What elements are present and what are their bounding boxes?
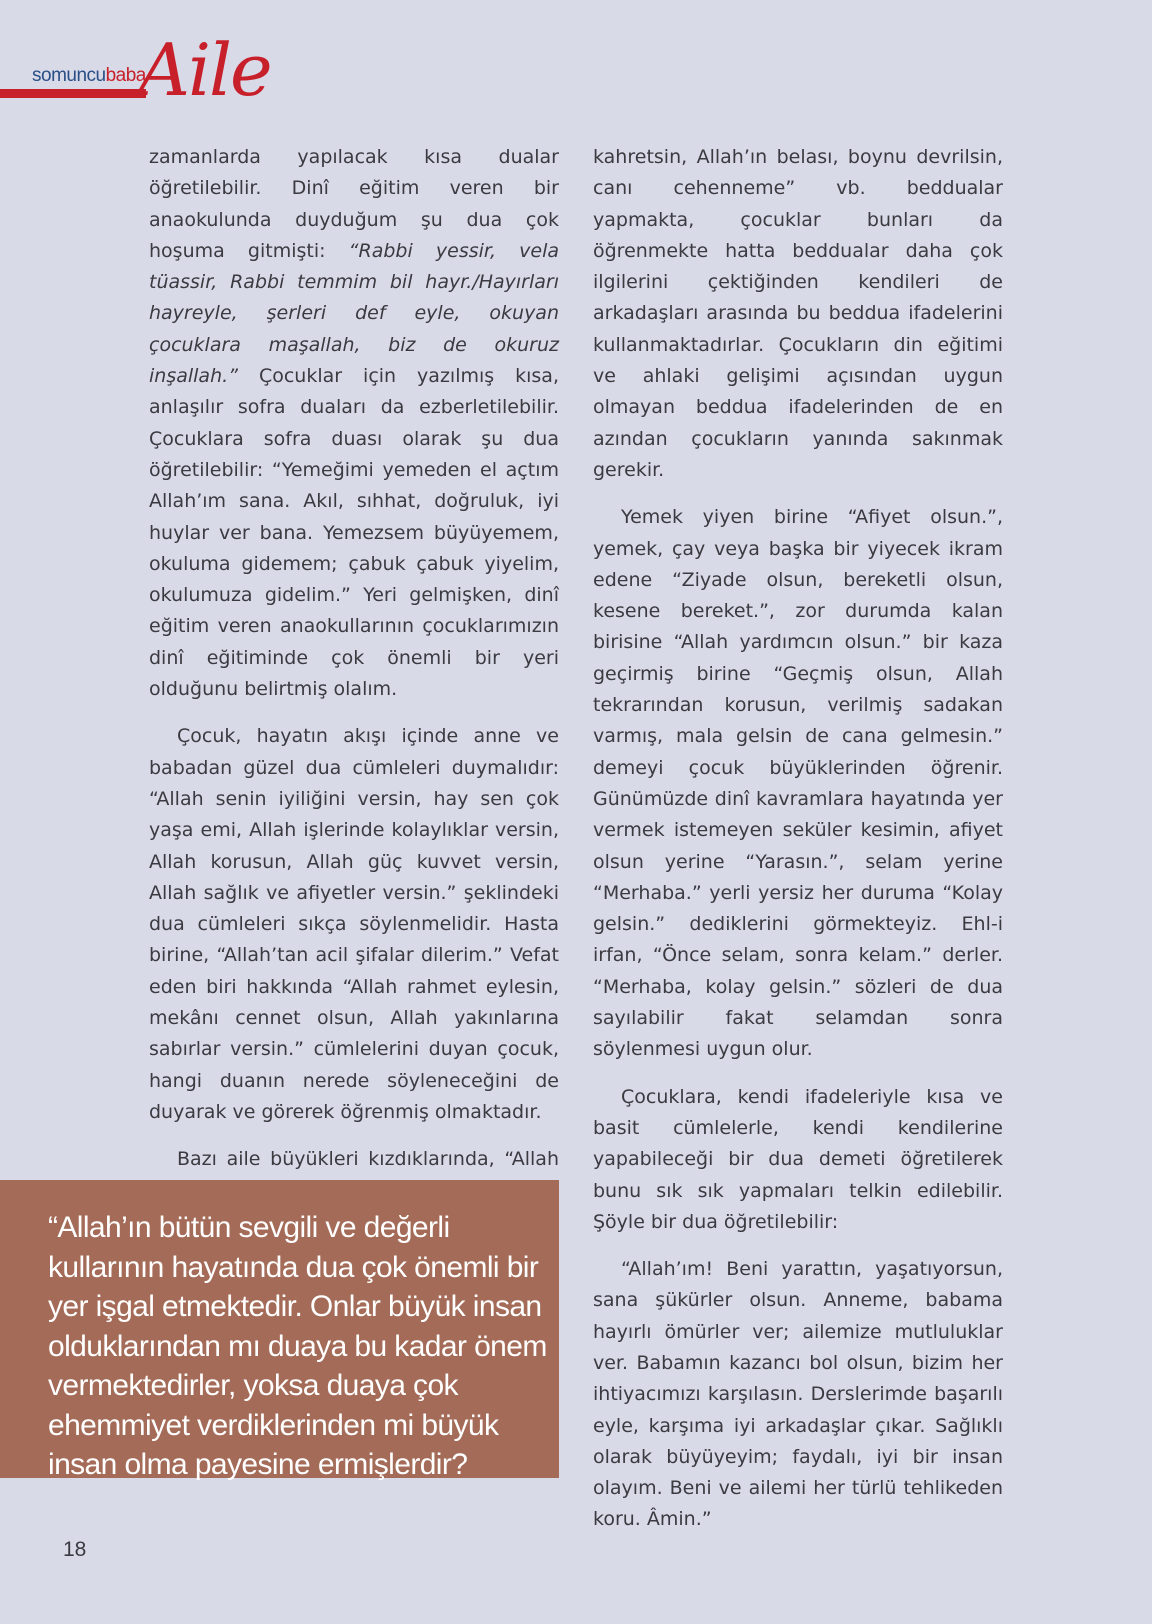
left-p1-italic-prayer: “Rabbi yessir, vela tüassir, Rabbi temmim bil hayr./Hayırları hayreyle, şerleri def eyle, okuyan çocuklara maşallah, biz de okuruz inşallah.” <box>149 239 559 388</box>
left-paragraph-1 <box>149 142 559 705</box>
left-p1-start: zamanlarda yapılacak kısa dualar öğretilebilir. Dinî eğitim veren bir anaokulunda duyduğum şu dua çok hoşuma gitmişti: <box>149 146 559 262</box>
left-p1-end: Çocuklar için yazılmış kısa, anlaşılır sofra duaları da ezberletilebilir. Çocuklara sofra duası olarak şu dua öğretilebilir: “Yemeğimi yemeden el açtım Allah’ım sana. Akıl, sıhhat, doğruluk, iyi huylar ver bana. Yemezsem büyüyemem, okuluma gidemem; çabuk çabuk yiyelim, okulumuza gidelim.” Yeri gelmişken, dinî eğitim veren anaokullarının çocuklarımızın dinî eğitiminde çok önemli bir yeri olduğunu belirtmiş olalım. <box>149 365 559 701</box>
header-red-line <box>0 89 146 98</box>
right-text-column <box>593 142 1003 1552</box>
section-title-aile: Aile <box>138 28 271 112</box>
page-number: 18 <box>63 1538 87 1561</box>
left-paragraph-3: Bazı aile büyükleri kızdıklarında, “Allah <box>177 1148 559 1171</box>
logo-part-baba: baba <box>105 65 146 86</box>
right-paragraph-3: Çocuklara, kendi ifadeleriyle kısa ve basit cümlelerle, kendi kendilerine yapabileceği bir dua demeti öğretilerek bunu sık sık yapmaları telkin edilebilir. Şöyle bir dua öğretilebilir: <box>593 1085 1003 1233</box>
left-paragraph-2: Çocuk, hayatın akışı içinde anne ve babadan güzel dua cümleleri duymalıdır: “Allah senin iyiliğini versin, hay sen çok yaşa emi, Allah işlerinde kolaylıklar versin, Allah korusun, Allah güç kuvvet versin, Allah sağlık ve afiyetler versin.” şeklindeki dua cümleleri sıkça söylenmelidir. Hasta birine, “Allah’tan acil şifalar dilerim.” Vefat eden biri hakkında “Allah rahmet eylesin, mekânı cennet olsun, Allah yakınlarına sabırlar versin.” cümlelerini duyan çocuk, hangi duanın nerede söyleneceğini de duyarak ve görerek öğrenmiş olmaktadır. <box>149 725 559 1123</box>
magazine-logo <box>32 66 146 86</box>
logo-part-somuncu: somuncu <box>32 65 106 86</box>
right-paragraph-1: kahretsin, Allah’ın belası, boynu devrilsin, canı cehenneme” vb. beddualar yapmakta, çocuklar bunları da öğrenmekte hatta beddualar daha çok ilgilerini çektiğinden kendileri de arkadaşları arasında bu beddua ifadelerini kullanmaktadırlar. Çocukların din eğitimi ve ahlaki gelişimi açısından uygun olmayan beddua ifadelerinden de en azından çocukların yanında sakınmak gerekir. <box>593 146 1003 481</box>
pull-quote-text: “Allah’ın bütün sevgili ve değerli kullarının hayatında dua çok önemli bir yer işgal etmektedir. Onlar büyük insan olduklarından mı duaya bu kadar önem vermektedirler, yoksa duaya çok ehemmiyet verdiklerinden mi büyük insan olma payesine ermişlerdir? <box>48 1211 547 1481</box>
left-text-column <box>149 142 559 1223</box>
right-paragraph-2: Yemek yiyen birine “Afiyet olsun.”, yemek, çay veya başka bir yiyecek ikram edene “Ziyade olsun, bereketli olsun, kesene bereket.”, zor durumda kalan birisine “Allah yardımcın olsun.” bir kaza geçirmiş birine “Geçmiş olsun, Allah tekrarından korusun, verilmiş sadakan varmış, mala gelsin de cana gelmesin.” demeyi çocuk büyüklerinden öğrenir. Günümüzde dinî kavramlara hayatında yer vermek istemeyen seküler kesimin, afiyet olsun yerine “Yarasın.”, selam yerine “Merhaba.” yerli yersiz her duruma “Kolay gelsin.” dediklerini görmekteyiz. Ehl-i irfan, “Önce selam, sonra kelam.” derler. “Merhaba, kolay gelsin.” sözleri de dua sayılabilir fakat selamdan sonra söylenmesi uygun olur. <box>593 506 1003 1061</box>
right-paragraph-4: “Allah’ım! Beni yarattın, yaşatıyorsun, sana şükürler olsun. Anneme, babama hayırlı ömürler ver; ailemize mutluluklar ver. Babamın kazancı bol olsun, bizim her ihtiyacımızı karşılasın. Derslerimde başarılı eyle, karşıma iyi arkadaşlar çıkar. Sağlıklı olarak büyüyeyim; faydalı, iyi bir insan olayım. Beni ve ailemi her türlü tehlikeden koru. Âmin.” <box>593 1258 1003 1531</box>
